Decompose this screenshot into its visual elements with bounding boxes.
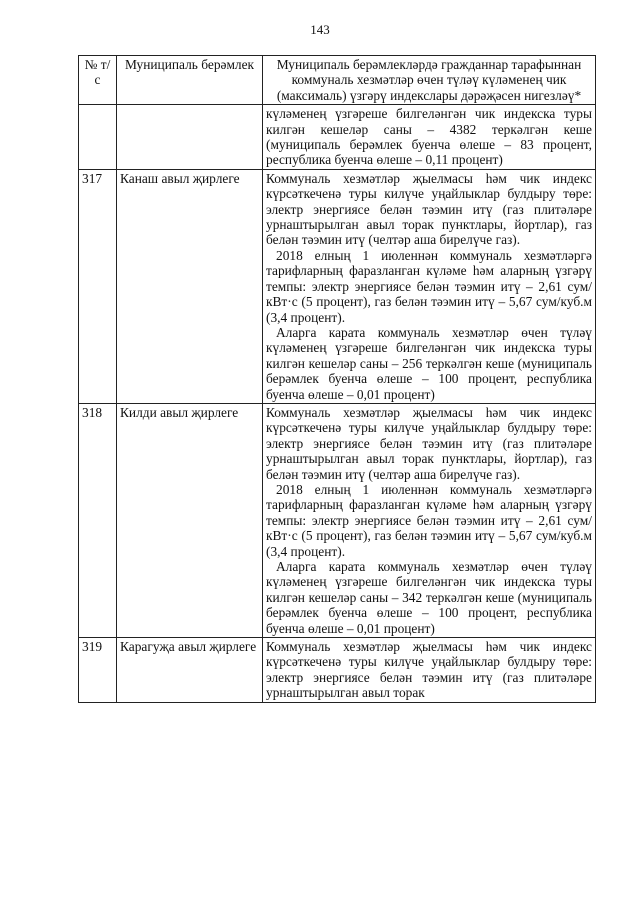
description-paragraph: Коммуналь хезмәтләр җыелмасы һәм чик индекс күрсәткеченә туры килүче уңайлыклар булдыру төре: электр энергиясе белән тәэмин итү (газ плитәләре урнаштырылган авыл торак пунктлары, йортлар), газ белән тәэмин итү (челтәр аша бирелүче газ).	[266, 170, 592, 248]
table-row	[79, 638, 596, 703]
header-municipality: Муниципаль берәмлек	[117, 56, 263, 105]
table-row	[79, 403, 596, 637]
description-paragraph: Коммуналь хезмәтләр җыелмасы һәм чик индекс күрсәткеченә туры килүче уңайлыклар булдыру төре: электр энергиясе белән тәэмин итү (газ плитәләре урнаштырылган авыл торак пунктлары, йортлар), газ белән тәэмин итү (челтәр аша бирелүче газ).	[266, 404, 592, 482]
row-description	[263, 638, 596, 703]
table-row-continuation	[79, 105, 596, 170]
row-number: 317	[79, 169, 117, 403]
description-paragraph: күләменең үзгәреше билгеләнгән чик индекска туры килгән кешеләр саны – 4382 теркәлгән кеше (муниципаль берәмлек буенча өлеше – 83 процент, республика буенча өлеше – 0,11 процент)	[266, 106, 592, 168]
row-municipality: Канаш авыл җирлеге	[117, 169, 263, 403]
row-municipality	[117, 105, 263, 170]
row-number: 318	[79, 403, 117, 637]
description-paragraph: 2018 елның 1 июленнән коммуналь хезмәтләргә тарифларның фаразланган күләме һәм аларның үзгәрү темпы: электр энергиясе белән тәэмин итү – 2,61 сум/кВт·с (5 процент), газ белән тәэмин итү – 5,67 сум/куб.м (3,4 процент).	[266, 247, 592, 325]
row-municipality: Килди авыл җирлеге	[117, 403, 263, 637]
row-number	[79, 105, 117, 170]
header-description: Муниципаль берәмлекләрдә гражданнар тарафыннан коммуналь хезмәтләр өчен түләү күләменең чик (максималь) үзгәрү индекслары дәрәҗәсен нигезләү*	[263, 56, 596, 105]
description-paragraph: Аларга карата коммуналь хезмәтләр өчен түләү күләменең үзгәреше билгеләнгән чик индекска туры килгән кешеләр саны – 342 теркәлгән кеше (муниципаль берәмлек буенча өлеше – 100 процент, республика буенча өлеше – 0,01 процент)	[266, 559, 592, 636]
header-number: № т/с	[79, 56, 117, 105]
description-paragraph: 2018 елның 1 июленнән коммуналь хезмәтләргә тарифларның фаразланган күләме һәм аларның үзгәрү темпы: электр энергиясе белән тәэмин итү – 2,61 сум/кВт·с (5 процент), газ белән тәэмин итү – 5,67 сум/куб.м (3,4 процент).	[266, 481, 592, 559]
row-number: 319	[79, 638, 117, 703]
table-header-row	[79, 56, 596, 105]
page-number: 143	[310, 22, 330, 37]
row-description	[263, 105, 596, 170]
description-paragraph: Аларга карата коммуналь хезмәтләр өчен түләү күләменең үзгәреше билгеләнгән чик индекска туры килгән кешеләр саны – 256 теркәлгән кеше (муниципаль берәмлек буенча өлеше – 100 процент, республика буенча өлеше – 0,01 процент)	[266, 324, 592, 402]
row-description	[263, 403, 596, 637]
row-description	[263, 169, 596, 403]
tariff-index-table	[78, 55, 596, 703]
table-row	[79, 169, 596, 403]
row-municipality: Карагуҗа авыл җирлеге	[117, 638, 263, 703]
description-paragraph: Коммуналь хезмәтләр җыелмасы һәм чик индекс күрсәткеченә туры килүче уңайлыклар булдыру төре: электр энергиясе белән тәэмин итү (газ плитәләре урнаштырылган авыл торак	[266, 639, 592, 701]
